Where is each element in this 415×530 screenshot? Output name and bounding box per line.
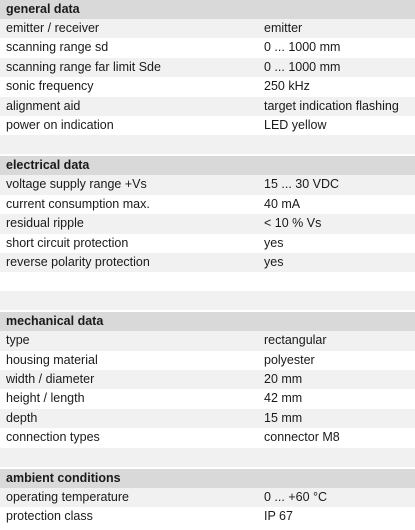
row-label: short circuit protection [6,235,129,250]
section-mechanical-data [0,312,415,466]
row-label: depth [6,410,38,425]
row-label: type [6,333,30,348]
row-value: 15 mm [264,410,303,425]
row-label: alignment aid [6,98,81,113]
table-row [0,38,415,57]
row-value: polyester [264,352,315,367]
table-row [0,58,415,77]
row-label: reverse polarity protection [6,254,150,269]
section-title: general data [0,0,415,19]
row-value: < 10 % Vs [264,216,322,231]
table-row [0,409,415,428]
section-general-data [0,0,415,154]
section-spacer [0,291,415,310]
row-value: IP 67 [264,509,293,524]
row-value: LED yellow [264,117,327,132]
row-value: 20 mm [264,372,303,387]
row-label: voltage supply range +Vs [6,177,147,192]
table-row [0,97,415,116]
row-label: operating temperature [6,489,129,504]
row-value: yes [264,254,284,269]
row-value: 40 mA [264,196,301,211]
section-title: electrical data [0,156,415,175]
row-label: width / diameter [6,372,95,387]
section-spacer [0,135,415,154]
row-label: power on indication [6,117,114,132]
row-label: height / length [6,391,85,406]
table-row [0,175,415,194]
table-row [0,488,415,507]
section-rows [0,175,415,272]
row-label: sonic frequency [6,79,94,94]
row-value: 42 mm [264,391,303,406]
row-value: emitter [264,21,303,35]
table-row [0,370,415,389]
row-label: scanning range far limit Sde [6,59,161,74]
row-value: 0 ... +60 °C [264,489,328,504]
row-label: housing material [6,352,98,367]
row-value: 0 ... 1000 mm [264,40,341,55]
table-row [0,507,415,526]
row-value: 0 ... 1000 mm [264,59,341,74]
row-value: rectangular [264,333,327,348]
row-label: emitter / receiver [6,21,100,35]
table-row [0,253,415,272]
section-electrical-data [0,156,415,310]
table-row [0,214,415,233]
row-label: current consumption max. [6,196,150,211]
row-value: yes [264,235,284,250]
section-rows [0,488,415,527]
table-row [0,331,415,350]
row-label: residual ripple [6,216,84,231]
table-row [0,77,415,96]
section-title: mechanical data [0,312,415,331]
row-value: 15 ... 30 VDC [264,177,340,192]
row-value: target indication flashing [264,98,399,113]
section-spacer [0,272,415,291]
row-value: connector M8 [264,430,340,445]
table-row [0,234,415,253]
section-title: ambient conditions [0,469,415,488]
table-row [0,19,415,38]
row-label: scanning range sd [6,40,109,55]
section-ambient-conditions [0,469,415,527]
row-label: protection class [6,509,93,524]
table-row [0,428,415,447]
table-row [0,389,415,408]
section-rows [0,331,415,447]
table-row [0,351,415,370]
section-rows [0,19,415,135]
section-spacer [0,448,415,467]
row-value: 250 kHz [264,79,310,94]
table-row [0,195,415,214]
table-row [0,116,415,135]
row-label: connection types [6,430,100,445]
